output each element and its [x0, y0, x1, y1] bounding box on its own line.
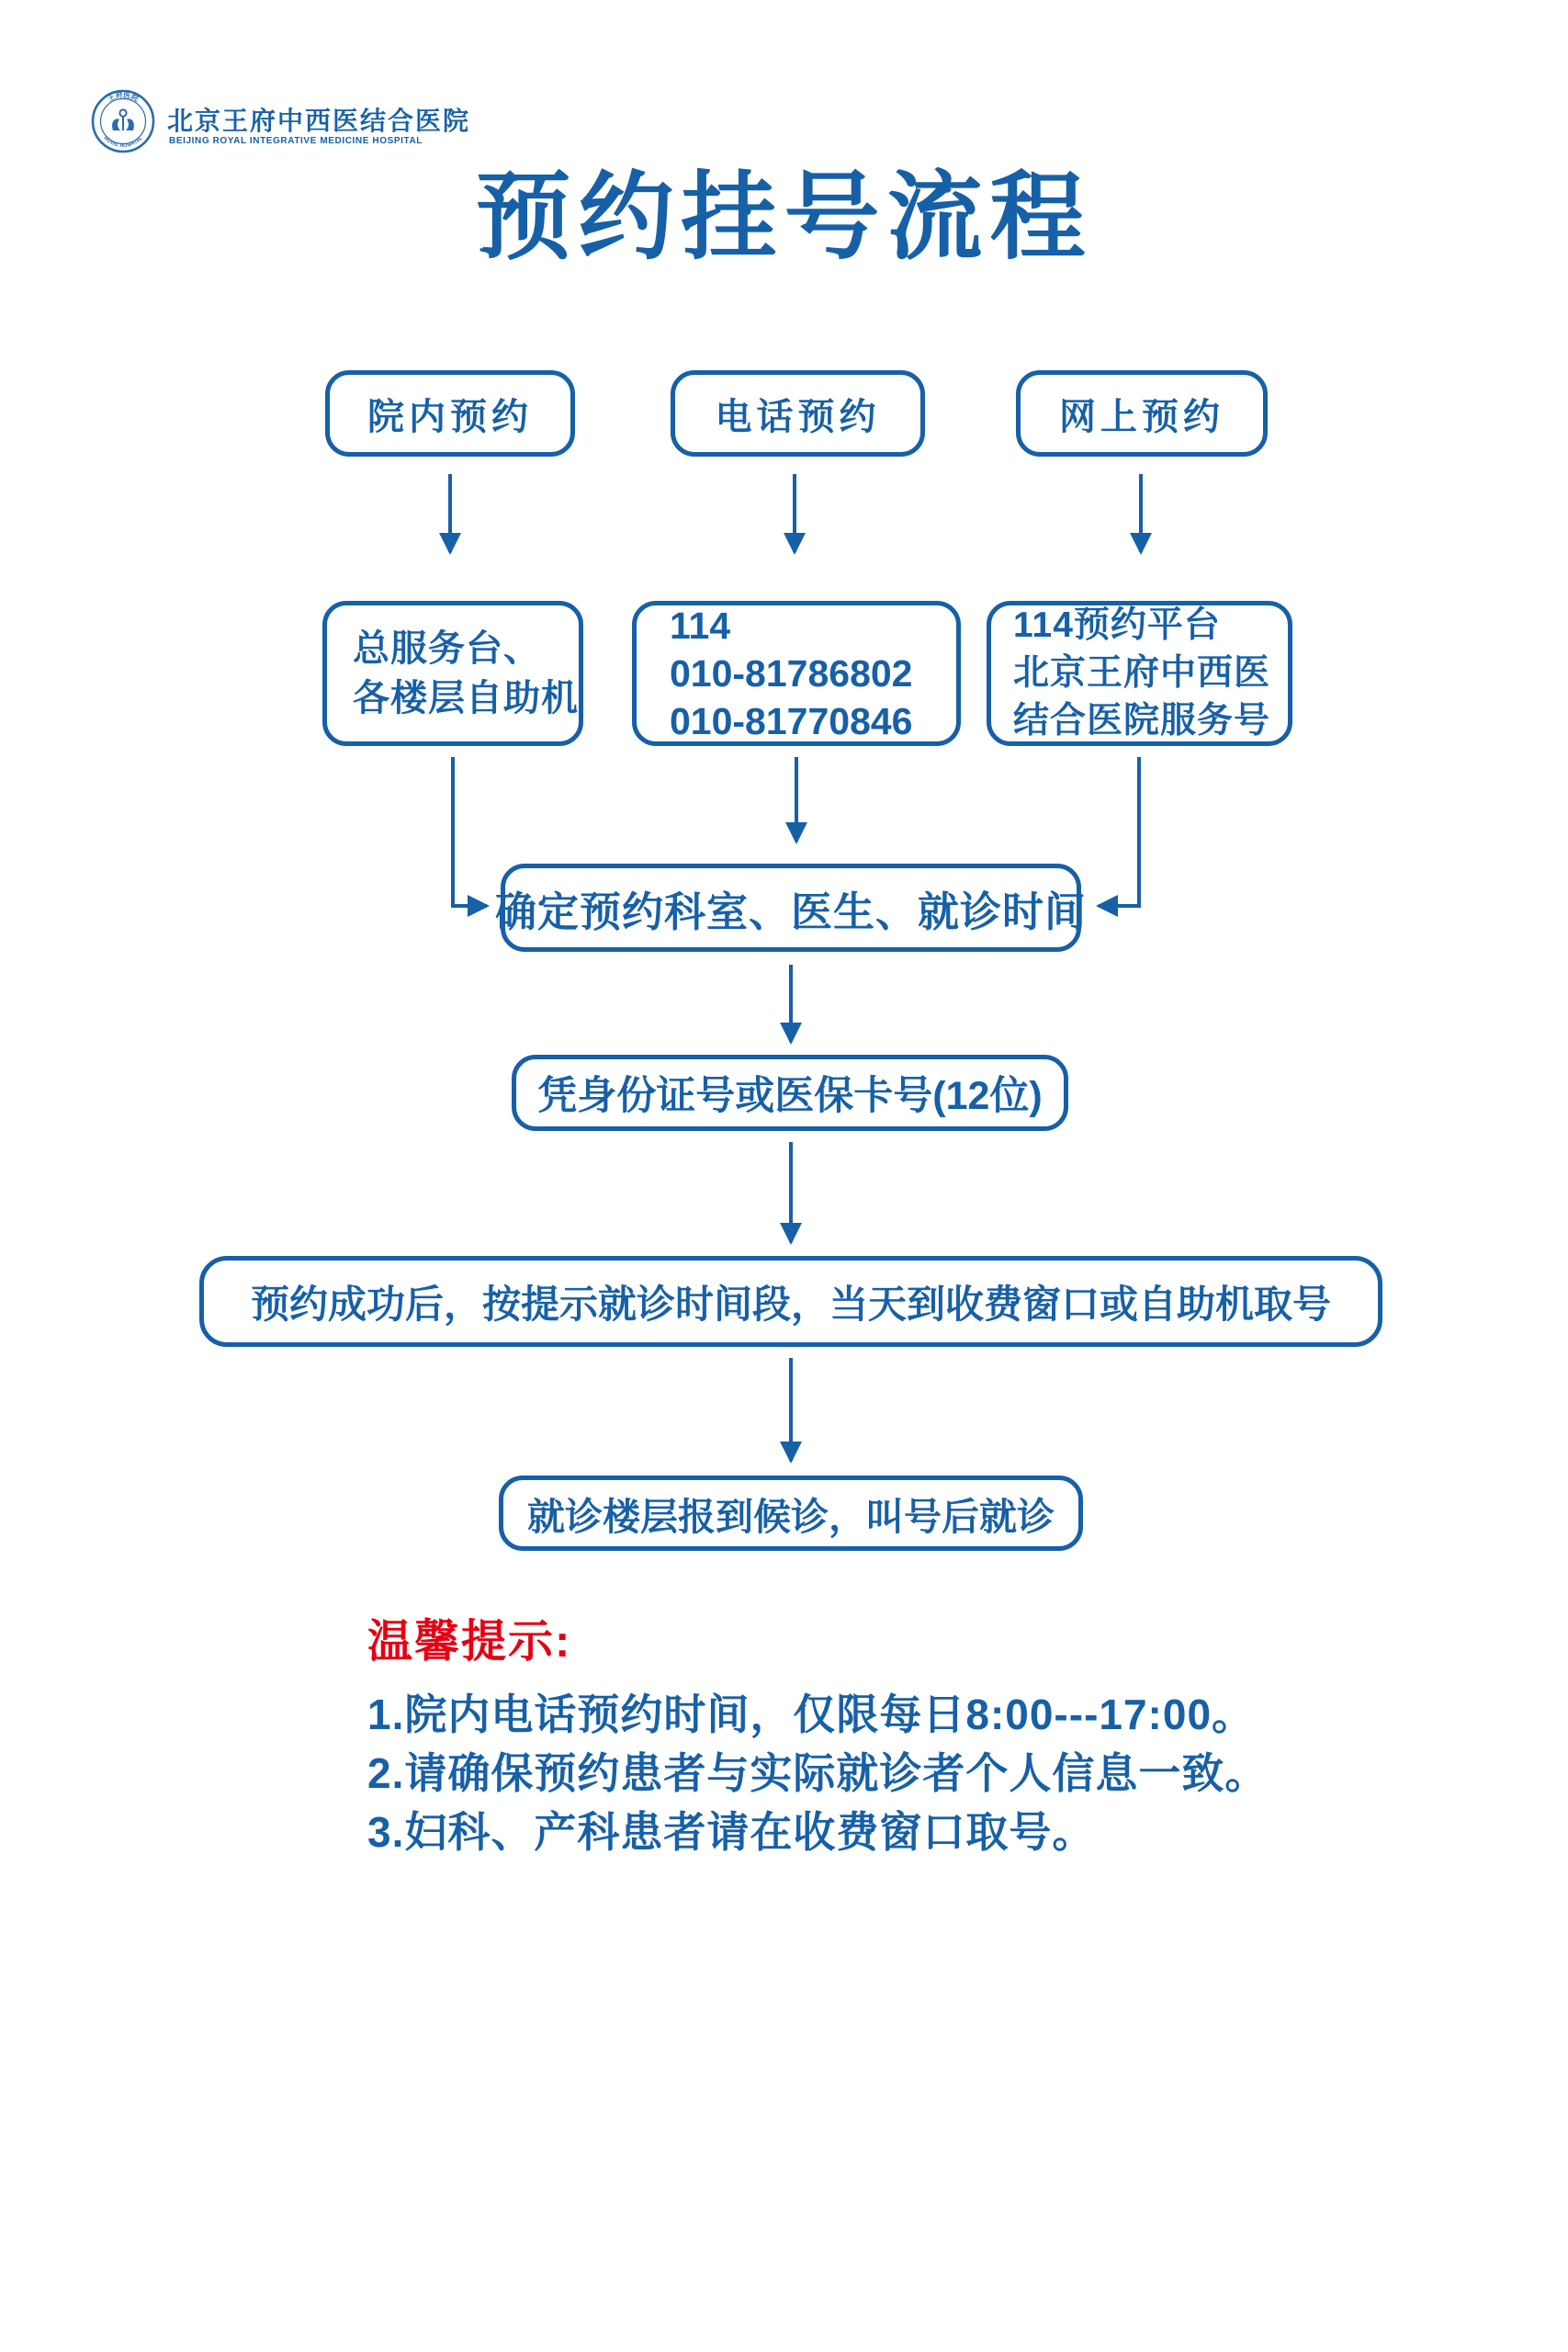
tips-heading: 温馨提示: [367, 1617, 572, 1667]
node-phone-booking [671, 370, 925, 457]
elbow-left-to-step1 [453, 757, 487, 906]
node-confirm-appointment [495, 864, 1088, 952]
emblem-bottom-text: ROYAL HOSPITAL [102, 135, 144, 150]
node-phone-numbers [632, 601, 961, 746]
node-label: 凭身份证号或医保卡号(12位) [537, 1074, 1043, 1118]
node-label: 确定预约科室、医生、就诊时间 [495, 888, 1088, 935]
tips-section [367, 1606, 1268, 1861]
node-label: 电话预约 [715, 396, 881, 437]
node-line: 114 [670, 605, 731, 647]
tip-item-1: 1.院内电话预约时间，仅限每日8:00---17:00。 [367, 1690, 1256, 1738]
node-line: 010-81770846 [670, 700, 913, 742]
node-114-platform [987, 601, 1292, 746]
node-line: 北京王府中西医 [1013, 653, 1271, 693]
node-line: 010-81786802 [670, 652, 913, 695]
node-checkin-wait [499, 1476, 1083, 1551]
hospital-name-zh: 北京王府中西医结合医院 [167, 107, 471, 135]
node-line: 结合医院服务号 [1013, 701, 1271, 741]
node-in-hospital-booking [325, 370, 575, 457]
tip-item-3: 3.妇科、产科患者请在收费窗口取号。 [367, 1808, 1096, 1856]
node-service-desk [322, 601, 583, 746]
elbow-right-to-step1 [1099, 757, 1139, 906]
node-label: 院内预约 [367, 396, 533, 437]
node-line: 各楼层自助机 [353, 678, 579, 718]
node-label: 网上预约 [1059, 396, 1224, 437]
emblem-top-text: 王府医院 [106, 90, 141, 104]
node-line: 总服务台、 [353, 628, 541, 669]
page-title: 预约挂号流程 [475, 164, 1093, 271]
node-label: 就诊楼层报到候诊，叫号后就诊 [527, 1495, 1055, 1538]
hospital-name-en: BEIJING ROYAL INTEGRATIVE MEDICINE HOSPITAL [169, 136, 423, 146]
node-take-number [199, 1256, 1382, 1347]
node-id-or-insurance-card [512, 1055, 1068, 1131]
tip-item-2: 2.请确保预约患者与实际就诊者个人信息一致。 [367, 1749, 1269, 1797]
node-label: 预约成功后，按提示就诊时间段，当天到收费窗口或自助机取号 [250, 1282, 1331, 1326]
node-online-booking [1016, 370, 1268, 457]
node-line: 114预约平台 [1013, 605, 1221, 645]
